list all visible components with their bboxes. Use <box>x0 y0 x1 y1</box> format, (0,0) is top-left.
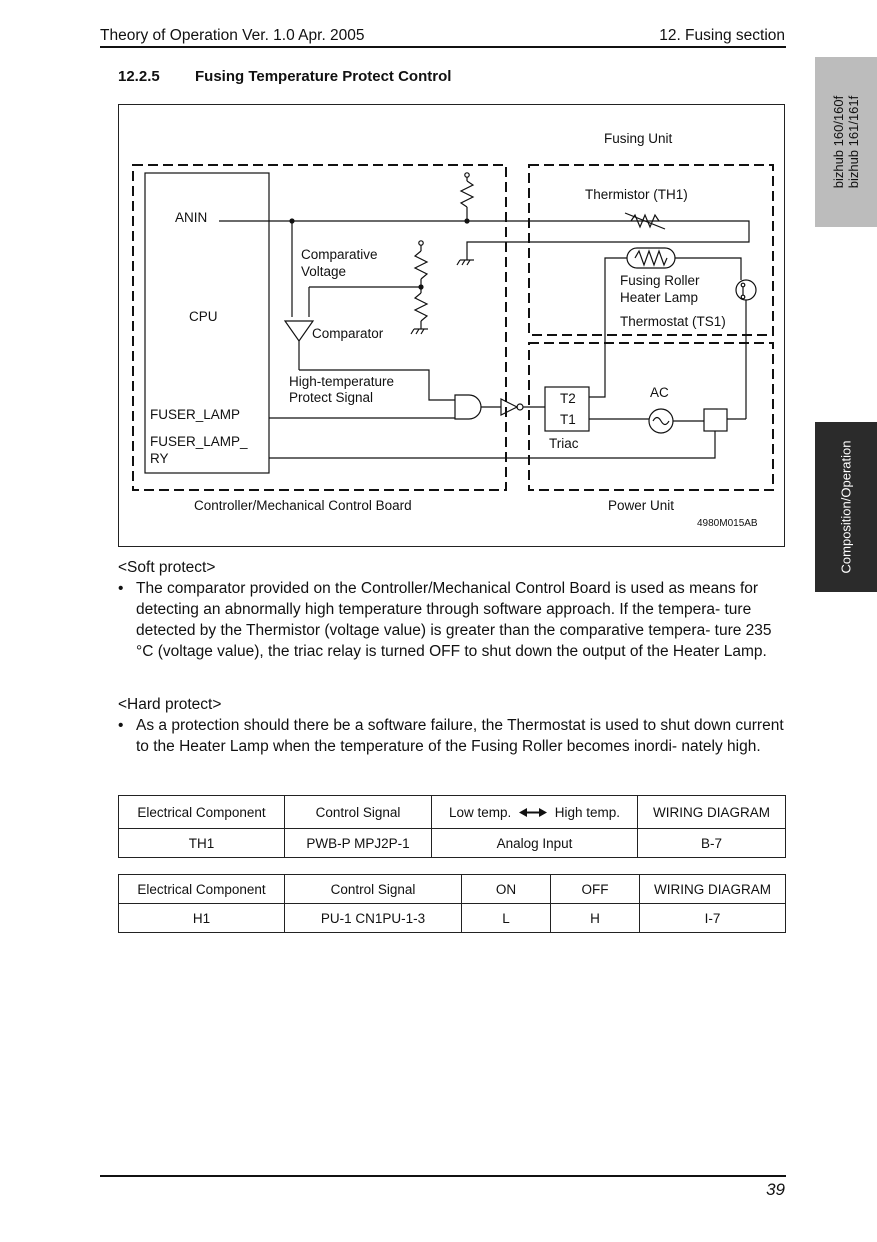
soft-protect-section <box>118 557 788 662</box>
hard-protect-heading: <Hard protect> <box>118 696 222 713</box>
section-title: Fusing Temperature Protect Control <box>195 68 452 85</box>
label-fuser-lamp-ry-2: RY <box>150 451 169 466</box>
table-header-cell: Electrical Component <box>119 796 285 829</box>
side-tab-model-line1: bizhub 160/160f <box>831 95 846 189</box>
side-tab-model-line2: bizhub 161/161f <box>846 95 861 189</box>
label-t2: T2 <box>560 391 576 406</box>
low-temp-label: Low temp. <box>448 804 512 820</box>
label-comparative-2: Voltage <box>301 264 347 279</box>
table-cell: H <box>551 904 640 933</box>
soft-protect-text: The comparator provided on the Controller/Mechanical Control Board is used as means for detecting an abnormally high temperature through software approach. If the tempera- ture detected by the Thermistor (voltage value) is greater than the comparative tempera- ture 235 °C (voltage value), the triac relay is turned OFF to shut down the output of the Heater Lamp. <box>136 580 772 660</box>
circuit-svg <box>119 105 786 548</box>
table-header-cell: ON <box>462 875 551 904</box>
side-tab-section-label: Composition/Operation <box>838 440 854 574</box>
hard-protect-bullet <box>118 715 788 757</box>
table-cell: PWB-P MPJ2P-1 <box>285 829 432 858</box>
table-header-cell: WIRING DIAGRAM <box>638 796 786 829</box>
divider-resistor-top <box>415 251 427 279</box>
label-figure-code: 4980M015AB <box>697 518 758 529</box>
label-power-unit: Power Unit <box>608 498 675 513</box>
thermostat-symbol <box>736 280 756 300</box>
hard-protect-text: As a protection should there be a software failure, the Thermostat is used to shut down current to the Heater Lamp when the temperature of the Fusing Roller becomes inordi- nately high. <box>136 717 784 755</box>
label-ac: AC <box>650 385 669 400</box>
table-header-cell: Control Signal <box>285 875 462 904</box>
table-cell: TH1 <box>119 829 285 858</box>
relay-box <box>704 409 727 431</box>
label-fusing-unit: Fusing Unit <box>604 131 673 146</box>
anin-wire <box>219 221 749 257</box>
spec-table-th1 <box>118 795 786 858</box>
table-cell: B-7 <box>638 829 786 858</box>
header-title: Theory of Operation Ver. 1.0 Apr. 2005 <box>100 27 365 44</box>
label-roller-2: Heater Lamp <box>620 290 699 305</box>
side-tab-model[interactable] <box>815 57 877 227</box>
bullet-marker: • <box>118 580 124 597</box>
table-header-cell: Control Signal <box>285 796 432 829</box>
page-number: 39 <box>766 1180 785 1199</box>
label-thermostat: Thermostat (TS1) <box>620 314 726 329</box>
hard-protect-section <box>118 694 788 757</box>
bullet-marker: • <box>118 717 124 734</box>
table-row <box>119 904 786 933</box>
pullup-resistor <box>461 181 473 207</box>
soft-protect-heading: <Soft protect> <box>118 559 216 576</box>
table-header-row <box>119 875 786 904</box>
label-t1: T1 <box>560 412 576 427</box>
table-header-cell: WIRING DIAGRAM <box>640 875 786 904</box>
section-heading <box>118 68 451 85</box>
table-cell: L <box>462 904 551 933</box>
label-hightemp-1: High-temperature <box>289 374 395 389</box>
buffer-symbol <box>501 399 517 415</box>
label-roller-1: Fusing Roller <box>620 273 700 288</box>
label-fuser-lamp-ry-1: FUSER_LAMP_ <box>150 434 248 449</box>
label-thermistor: Thermistor (TH1) <box>585 187 688 202</box>
circuit-diagram <box>118 104 785 547</box>
footer-rule <box>100 1175 786 1177</box>
label-fuser-lamp: FUSER_LAMP <box>150 407 241 422</box>
label-cpu: CPU <box>189 309 218 324</box>
label-hightemp-2: Protect Signal <box>289 390 374 405</box>
label-triac: Triac <box>549 436 579 451</box>
table-cell: PU-1 CN1PU-1-3 <box>285 904 462 933</box>
table-cell: H1 <box>119 904 285 933</box>
table-cell: Analog Input <box>432 829 638 858</box>
label-comparative-1: Comparative <box>301 247 378 262</box>
high-temp-label: High temp. <box>554 804 621 820</box>
table-row <box>119 829 786 858</box>
fuser-lamp-ry-wire <box>269 431 715 458</box>
label-controller-board: Controller/Mechanical Control Board <box>194 498 412 513</box>
section-number: 12.2.5 <box>118 68 160 85</box>
table-header-cell-temp <box>432 796 638 829</box>
comparator-symbol <box>285 321 313 341</box>
divider-resistor-bottom <box>415 293 427 321</box>
double-arrow-icon <box>519 808 547 817</box>
side-tab-section[interactable] <box>815 422 877 592</box>
spec-table-h1 <box>118 874 786 933</box>
table-header-cell: Electrical Component <box>119 875 285 904</box>
table-cell: I-7 <box>640 904 786 933</box>
header-rule <box>100 46 786 48</box>
label-anin: ANIN <box>175 210 208 225</box>
label-comparator: Comparator <box>312 326 384 341</box>
table-header-row <box>119 796 786 829</box>
soft-protect-bullet <box>118 578 788 662</box>
and-gate <box>455 395 481 419</box>
table-header-cell: OFF <box>551 875 640 904</box>
header-section: 12. Fusing section <box>659 27 785 44</box>
